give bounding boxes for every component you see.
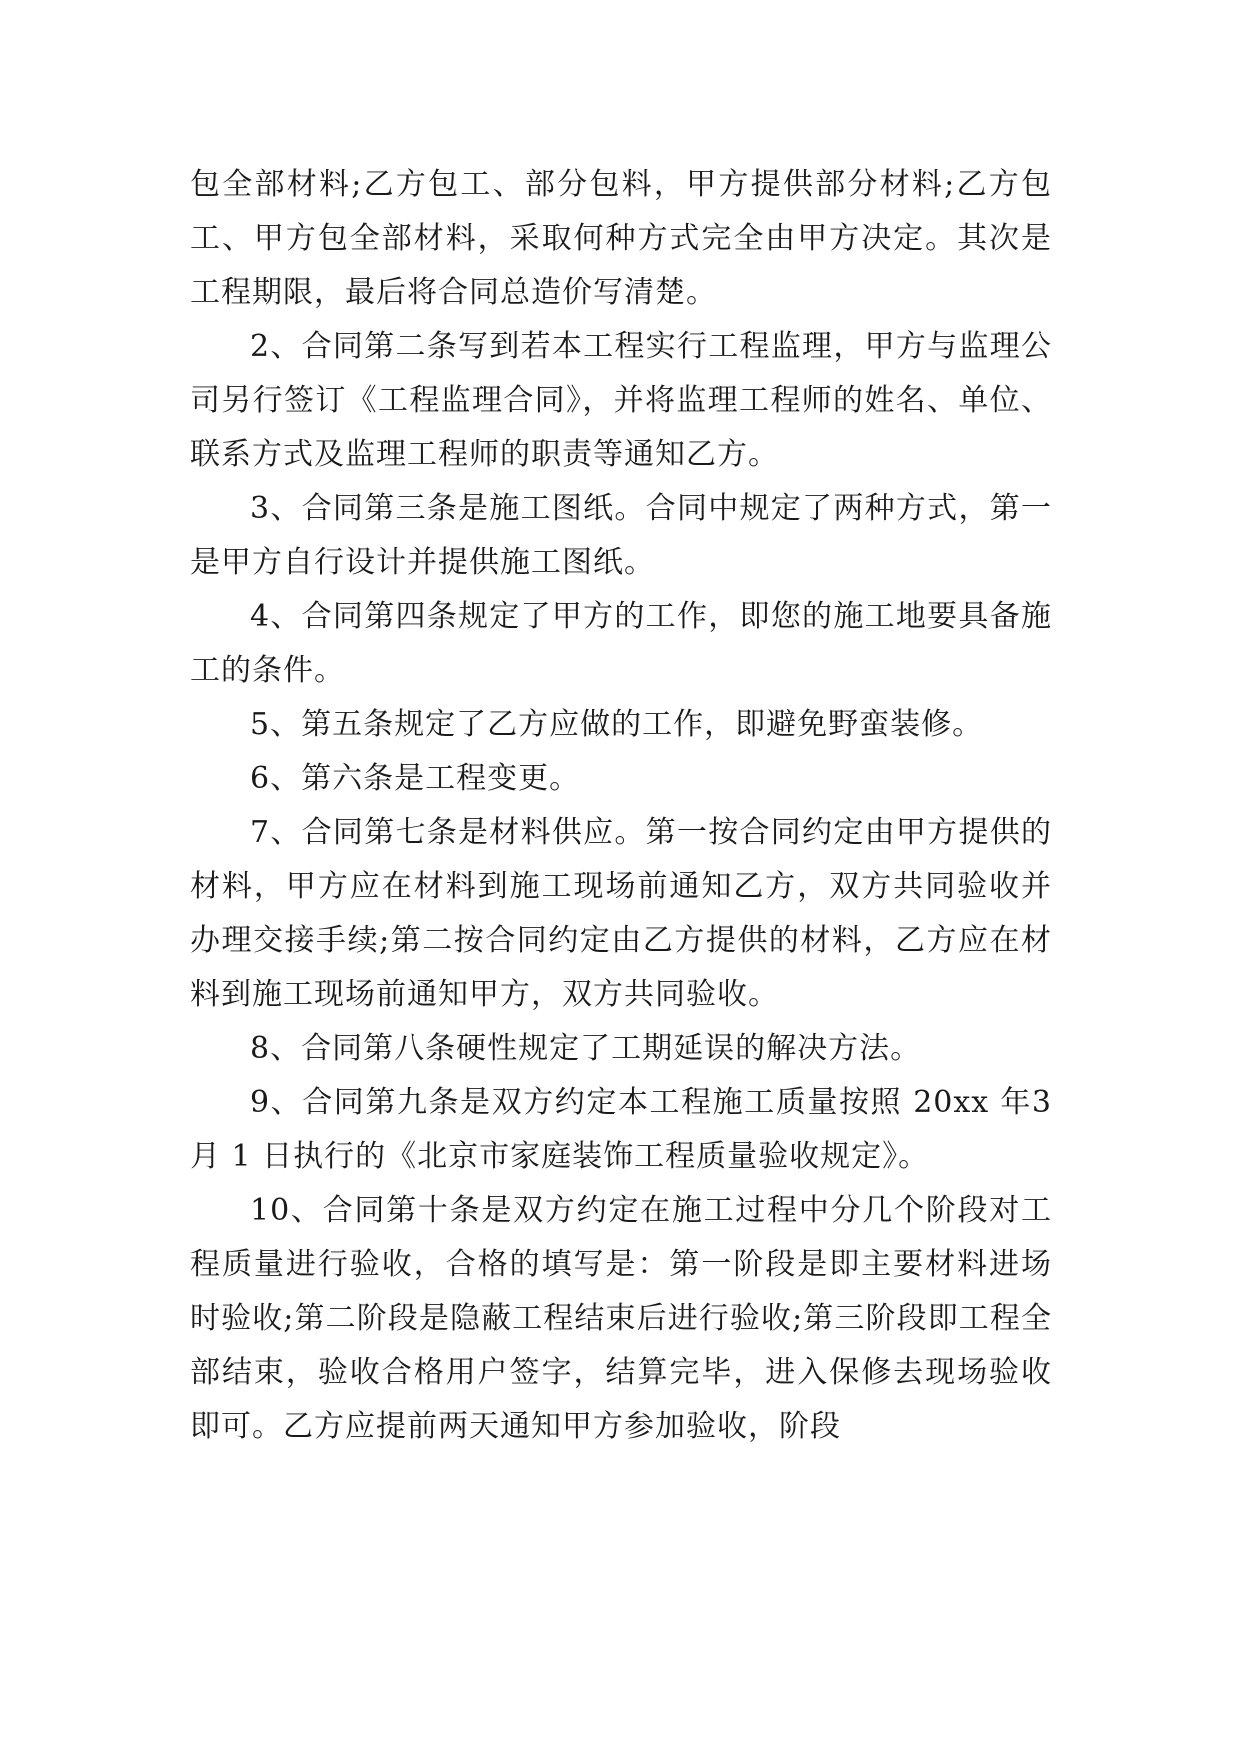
paragraph-10: 10、合同第十条是双方约定在施工过程中分几个阶段对工程质量进行验收，合格的填写是：第一阶段是即主要材料进场时验收;第二阶段是隐蔽工程结束后进行验收;第三阶段即工程全部结束，验收合格用户签字，结算完毕，进入保修去现场验收即可。乙方应提前两天通知甲方参加验收，阶段	[190, 1193, 1052, 1444]
paragraph-7: 7、合同第七条是材料供应。第一按合同约定由甲方提供的材料，甲方应在材料到施工现场前通知乙方，双方共同验收并办理交接手续;第二按合同约定由乙方提供的材料，乙方应在材料到施工现场前通知甲方，双方共同验收。	[190, 815, 1052, 1012]
paragraph-2: 2、合同第二条写到若本工程实行工程监理，甲方与监理公司另行签订《工程监理合同》，并将监理工程师的姓名、单位、联系方式及监理工程师的职责等通知乙方。	[190, 329, 1052, 472]
paragraph-5: 5、第五条规定了乙方应做的工作，即避免野蛮装修。	[250, 707, 984, 742]
paragraph-9: 9、合同第九条是双方约定本工程施工质量按照 20xx 年3 月 1 日执行的《北京市家庭装饰工程质量验收规定》。	[190, 1085, 1052, 1174]
document-body	[190, 158, 1052, 1454]
paragraph-3: 3、合同第三条是施工图纸。合同中规定了两种方式，第一是甲方自行设计并提供施工图纸。	[190, 491, 1052, 580]
paragraph-1: 包全部材料;乙方包工、部分包料，甲方提供部分材料;乙方包工、甲方包全部材料，采取何种方式完全由甲方决定。其次是工程期限，最后将合同总造价写清楚。	[190, 167, 1052, 310]
paragraph-8: 8、合同第八条硬性规定了工期延误的解决方法。	[250, 1031, 922, 1066]
paragraph-6: 6、第六条是工程变更。	[250, 761, 581, 796]
paragraph-4: 4、合同第四条规定了甲方的工作，即您的施工地要具备施工的条件。	[190, 599, 1052, 688]
